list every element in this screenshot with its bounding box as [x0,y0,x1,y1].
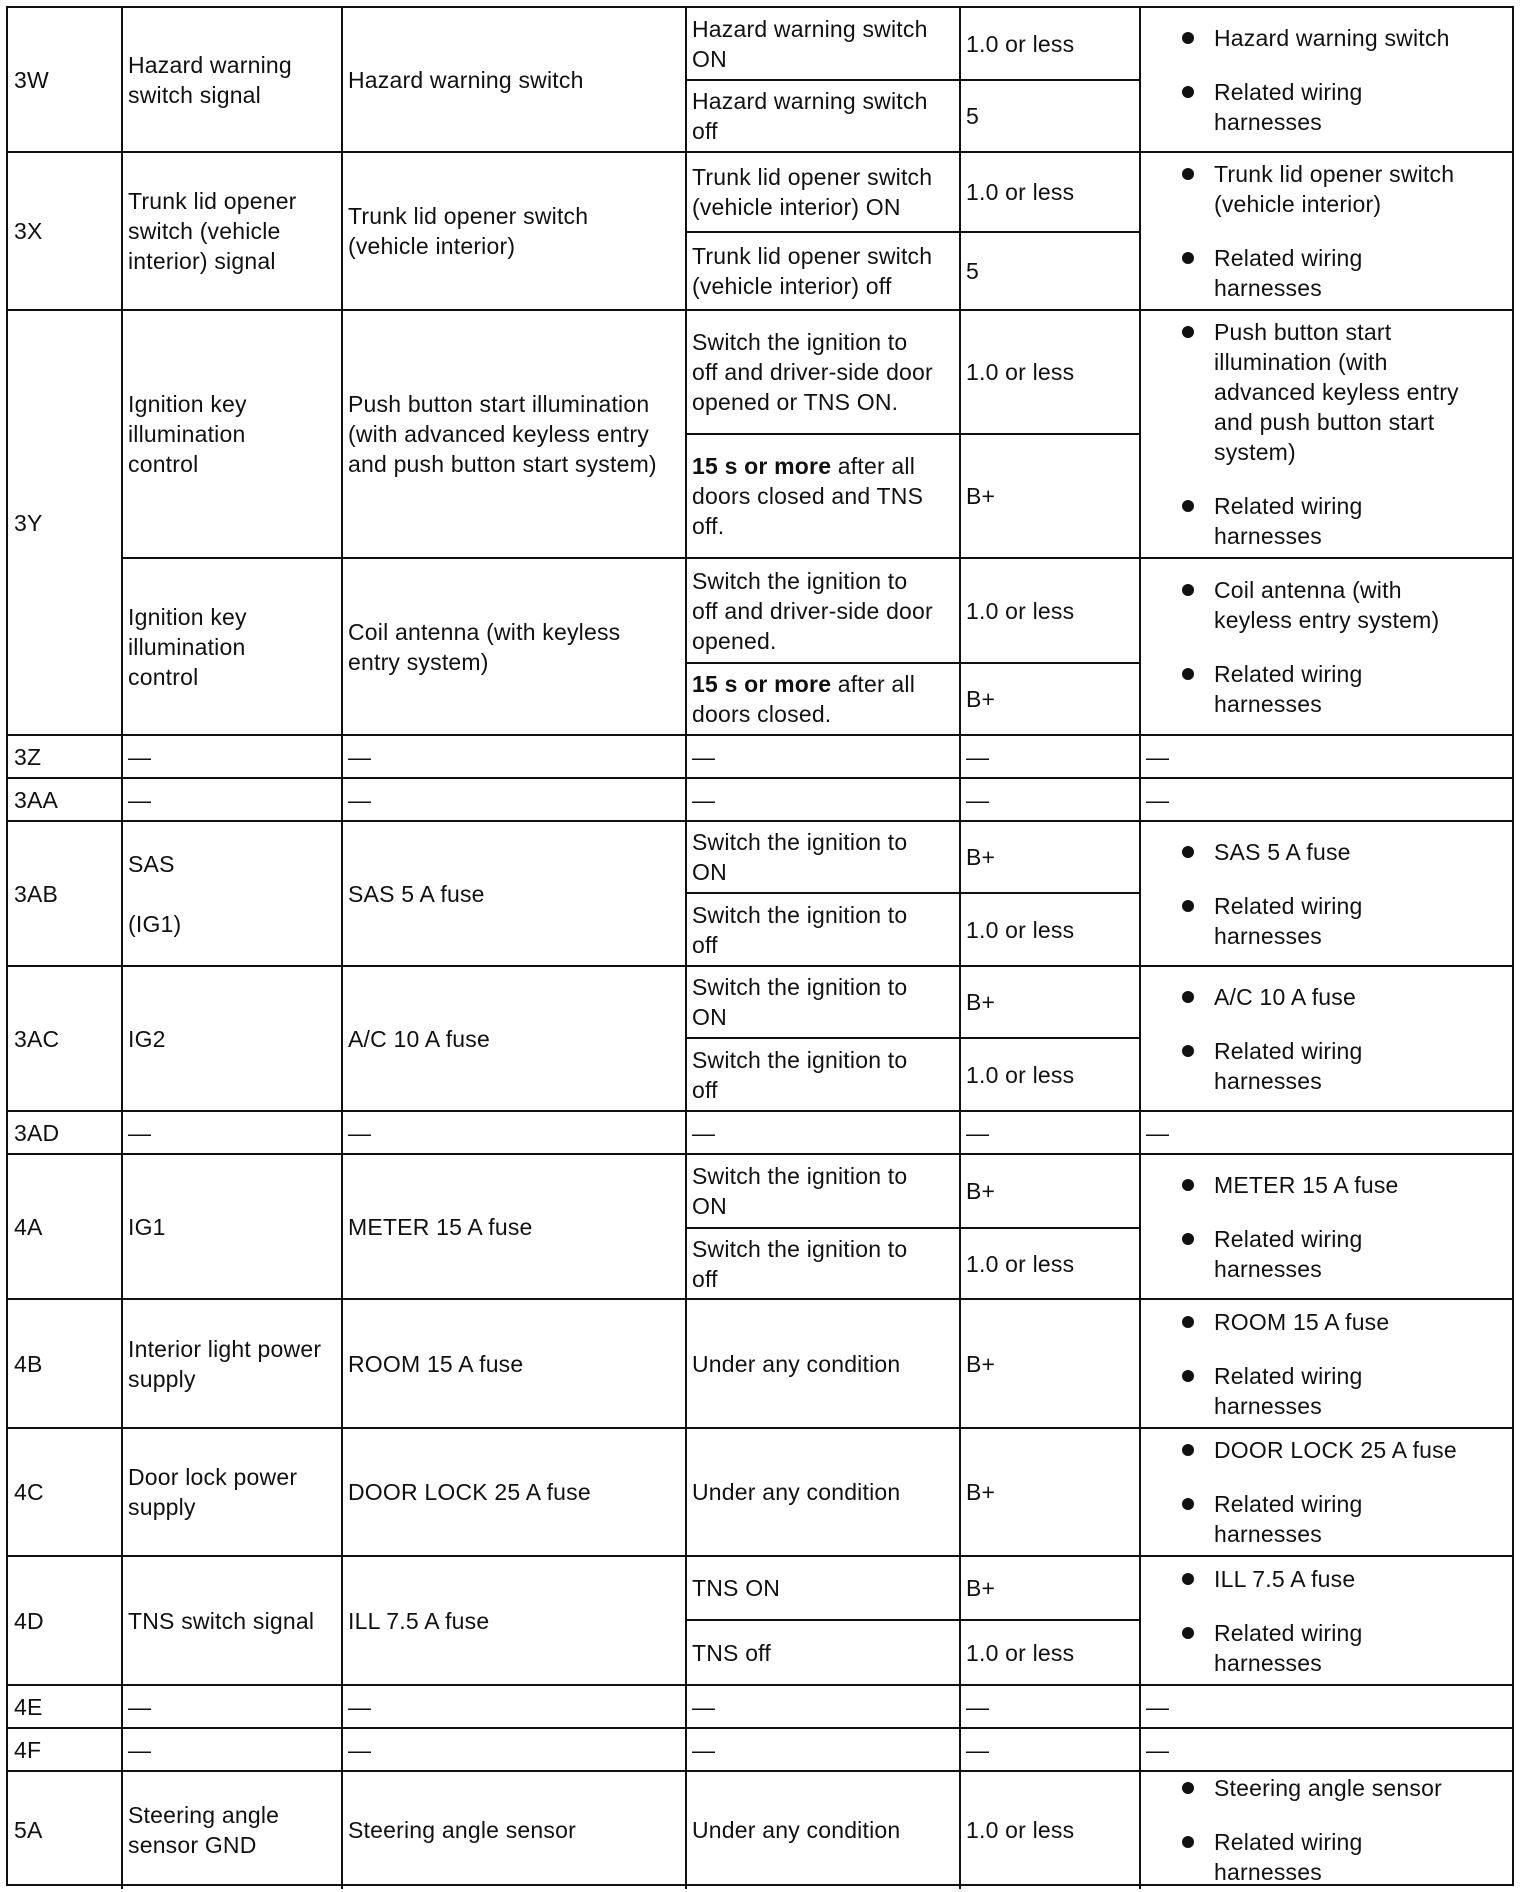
empty-dash: — [692,786,716,813]
row-divider [7,309,1513,311]
row-divider [685,1037,1141,1039]
terminal-id: 4D [14,1607,44,1634]
row-divider [7,1770,1513,1772]
terminal-id: 3AA [14,786,59,813]
inspection-text: Coil antenna (with keyless entry system) [1214,576,1440,633]
condition-cell: Under any condition [692,1816,901,1843]
inspection-item [1140,575,1506,635]
empty-dash: — [1146,743,1170,770]
row-divider [7,1110,1513,1112]
bullet-icon [1182,252,1194,264]
connected-to: A/C 10 A fuse [348,1025,490,1052]
bullet-icon [1182,1045,1194,1057]
column-divider [341,7,343,1889]
inspection-text: Related wiring harnesses [1214,493,1363,549]
inspection-cell [1140,1299,1512,1428]
inspection-item [1140,1489,1506,1549]
empty-dash: — [692,1119,716,1146]
bullet-icon [1182,1573,1194,1585]
signal-item: Ignition key illumination control [128,603,247,690]
signal-item: Door lock power supply [128,1464,298,1520]
connected-to: SAS 5 A fuse [348,880,485,907]
inspection-cell [1140,1556,1512,1685]
empty-dash: — [1146,786,1170,813]
signal-item: SAS (IG1) [128,850,182,937]
connected-to: DOOR LOCK 25 A fuse [348,1479,591,1505]
bullet-icon [1182,1370,1194,1382]
condition-cell: Under any condition [692,1350,901,1377]
inspection-text: Related wiring harnesses [1214,1037,1363,1094]
inspection-cell [1140,1154,1512,1299]
empty-dash: — [128,743,152,770]
connected-to: Trunk lid opener switch (vehicle interior) [348,203,589,259]
inspection-cell [1140,310,1512,558]
condition-cell: Switch the ignition to ON [692,829,908,885]
voltage-value: B+ [966,989,996,1015]
empty-dash: — [1146,1693,1170,1720]
inspection-text: Related wiring harnesses [1214,79,1363,135]
condition-cell: Under any condition [692,1479,901,1505]
inspection-item [1140,1827,1506,1887]
condition-cell: Hazard warning switch ON [692,16,928,72]
inspection-text: Related wiring harnesses [1214,1362,1363,1419]
connected-to: ROOM 15 A fuse [348,1350,524,1377]
empty-dash: — [128,1736,152,1763]
inspection-item [1140,1773,1506,1803]
row-divider [685,79,1141,81]
row-divider [7,1427,1513,1429]
row-divider [685,1619,1141,1621]
empty-dash: — [966,786,990,813]
empty-dash: — [348,1736,372,1763]
row-divider [685,892,1141,894]
condition-cell: Hazard warning switch off [692,88,928,144]
inspection-item [1140,1564,1506,1594]
connected-to: Steering angle sensor [348,1816,576,1843]
bullet-icon [1182,668,1194,680]
voltage-value: 5 [966,258,979,284]
row-divider [7,1684,1513,1686]
empty-dash: — [128,1693,152,1720]
inspection-item [1140,23,1506,53]
signal-item: Trunk lid opener switch (vehicle interior) signal [128,188,297,274]
voltage-value: 1.0 or less [966,31,1075,57]
condition-cell: Switch the ignition to ON [692,974,908,1030]
column-divider [1139,7,1141,1889]
inspection-item [1140,1618,1506,1678]
inspection-text: DOOR LOCK 25 A fuse [1214,1437,1457,1463]
condition-cell [686,663,960,735]
bullet-icon [1182,1782,1194,1794]
bullet-icon [1182,584,1194,596]
condition-cell: Switch the ignition to off and driver-side door opened or TNS ON. [692,329,933,415]
empty-dash: — [348,1119,372,1146]
bullet-icon [1182,168,1194,180]
inspection-item [1140,491,1506,551]
bullet-icon [1182,32,1194,44]
empty-dash: — [692,1736,716,1763]
signal-item: Hazard warning switch signal [128,52,292,108]
inspection-item [1140,317,1506,467]
terminal-voltage-table [6,6,1514,1886]
empty-dash: — [348,743,372,770]
empty-dash: — [692,1693,716,1720]
inspection-text: Push button start illumination (with advanced keyless entry and push button start system) [1214,319,1459,465]
inspection-text: Hazard warning switch [1214,25,1450,51]
terminal-id: 3Z [14,743,42,770]
inspection-text: METER 15 A fuse [1214,1171,1399,1198]
inspection-cell [1140,8,1512,152]
empty-dash: — [966,743,990,770]
inspection-item [1140,159,1506,219]
condition-cell: Trunk lid opener switch (vehicle interior) off [692,243,933,299]
condition-cell: Switch the ignition to off [692,1046,908,1103]
row-divider [7,1153,1513,1155]
inspection-cell [1140,821,1512,966]
condition-cell [686,434,960,558]
inspection-item [1140,1361,1506,1421]
condition-text [692,451,954,541]
condition-text [692,669,954,729]
bullet-icon [1182,1179,1194,1191]
connected-to: Hazard warning switch [348,67,584,93]
bullet-icon [1182,1444,1194,1456]
row-divider [7,777,1513,779]
inspection-text: Related wiring harnesses [1214,660,1363,717]
condition-cell: TNS ON [692,1575,781,1601]
voltage-value: 1.0 or less [966,179,1075,205]
condition-cell: Switch the ignition to off [692,901,908,958]
voltage-value: 5 [966,103,979,129]
inspection-text: Related wiring harnesses [1214,1491,1363,1547]
bullet-icon [1182,1498,1194,1510]
empty-dash: — [348,786,372,813]
inspection-text: Related wiring harnesses [1214,245,1363,301]
voltage-value: B+ [966,1178,996,1204]
empty-dash: — [128,786,152,813]
inspection-text: Steering angle sensor [1214,1774,1442,1801]
condition-cell: Switch the ignition to off [692,1235,908,1292]
condition-emphasis: 15 s or more [692,671,832,697]
bullet-icon [1182,326,1194,338]
inspection-text: Trunk lid opener switch (vehicle interior) [1214,161,1455,217]
inspection-item [1140,243,1506,303]
voltage-value: B+ [966,1575,996,1601]
row-divider [685,1227,1141,1229]
row-divider [7,734,1513,736]
inspection-item [1140,982,1506,1012]
column-divider [121,7,123,1889]
condition-text-rest: after all doors closed and TNS off. [692,453,924,539]
terminal-id: 3Y [14,509,43,536]
inspection-item [1140,1224,1506,1284]
condition-cell: Trunk lid opener switch (vehicle interior) ON [692,164,933,220]
voltage-value: 1.0 or less [966,1061,1075,1088]
inspection-item [1140,1435,1506,1465]
connected-to: Coil antenna (with keyless entry system) [348,618,621,675]
row-divider [121,557,1513,559]
voltage-value: B+ [966,686,996,712]
signal-item: TNS switch signal [128,1607,315,1634]
row-divider [7,820,1513,822]
connected-to: METER 15 A fuse [348,1213,533,1240]
terminal-id: 5A [14,1816,43,1843]
inspection-text: A/C 10 A fuse [1214,983,1356,1010]
terminal-id: 4C [14,1479,44,1505]
bullet-icon [1182,86,1194,98]
row-divider [7,1727,1513,1729]
row-divider [7,965,1513,967]
inspection-text: SAS 5 A fuse [1214,838,1351,865]
signal-item: IG2 [128,1025,166,1052]
voltage-value: 1.0 or less [966,1816,1075,1843]
inspection-item [1140,837,1506,867]
condition-cell: Switch the ignition to ON [692,1163,908,1219]
row-divider [7,1555,1513,1557]
inspection-text: Related wiring harnesses [1214,892,1363,949]
bullet-icon [1182,846,1194,858]
voltage-value: B+ [966,1479,996,1505]
empty-dash: — [966,1119,990,1146]
bullet-icon [1182,1627,1194,1639]
inspection-item [1140,1036,1506,1096]
inspection-item [1140,77,1506,137]
terminal-id: 3AB [14,880,59,907]
terminal-id: 3AC [14,1025,60,1052]
voltage-value: 1.0 or less [966,1250,1075,1277]
row-divider [7,151,1513,153]
condition-cell: Switch the ignition to off and driver-side door opened. [692,567,933,654]
terminal-id: 4F [14,1736,42,1763]
inspection-cell [1140,966,1512,1111]
condition-text-rest: after all doors closed. [692,671,916,727]
voltage-value: B+ [966,844,996,870]
connected-to: Push button start illumination (with advanced keyless entry and push button start system) [348,391,657,477]
row-divider [685,662,1141,664]
inspection-text: Related wiring harnesses [1214,1619,1363,1676]
inspection-cell [1140,152,1512,310]
condition-emphasis: 15 s or more [692,453,832,479]
bullet-icon [1182,991,1194,1003]
empty-dash: — [348,1693,372,1720]
voltage-value: 1.0 or less [966,359,1075,385]
inspection-cell [1140,558,1512,735]
empty-dash: — [692,743,716,770]
empty-dash: — [128,1119,152,1146]
signal-item: Interior light power supply [128,1335,322,1392]
empty-dash: — [1146,1736,1170,1763]
terminal-id: 3AD [14,1119,60,1146]
bullet-icon [1182,1233,1194,1245]
voltage-value: 1.0 or less [966,1639,1075,1666]
empty-dash: — [966,1736,990,1763]
bullet-icon [1182,1836,1194,1848]
voltage-value: B+ [966,1350,996,1377]
row-divider [685,231,1141,233]
voltage-value: 1.0 or less [966,916,1075,943]
terminal-id: 4E [14,1693,43,1720]
signal-item: Steering angle sensor GND [128,1801,280,1858]
inspection-text: Related wiring harnesses [1214,1225,1363,1282]
inspection-item [1140,1170,1506,1200]
inspection-cell [1140,1428,1512,1556]
voltage-value: B+ [966,483,996,509]
bullet-icon [1182,500,1194,512]
inspection-text: ILL 7.5 A fuse [1214,1565,1356,1592]
inspection-item [1140,659,1506,719]
row-divider [7,1298,1513,1300]
terminal-id: 4A [14,1213,43,1240]
terminal-id: 3X [14,218,43,244]
inspection-text: ROOM 15 A fuse [1214,1308,1390,1335]
bullet-icon [1182,900,1194,912]
column-divider [685,7,687,1889]
inspection-cell [1140,1771,1512,1888]
signal-item: Ignition key illumination control [128,391,247,477]
terminal-id: 3W [14,67,49,93]
inspection-item [1140,891,1506,951]
voltage-value: 1.0 or less [966,597,1075,624]
column-divider [959,7,961,1889]
condition-cell: TNS off [692,1639,771,1666]
empty-dash: — [966,1693,990,1720]
empty-dash: — [1146,1119,1170,1146]
bullet-icon [1182,1316,1194,1328]
inspection-item [1140,1307,1506,1337]
terminal-id: 4B [14,1350,43,1377]
row-divider [685,433,1141,435]
inspection-text: Related wiring harnesses [1214,1828,1363,1885]
signal-item: IG1 [128,1213,166,1240]
connected-to: ILL 7.5 A fuse [348,1607,490,1634]
